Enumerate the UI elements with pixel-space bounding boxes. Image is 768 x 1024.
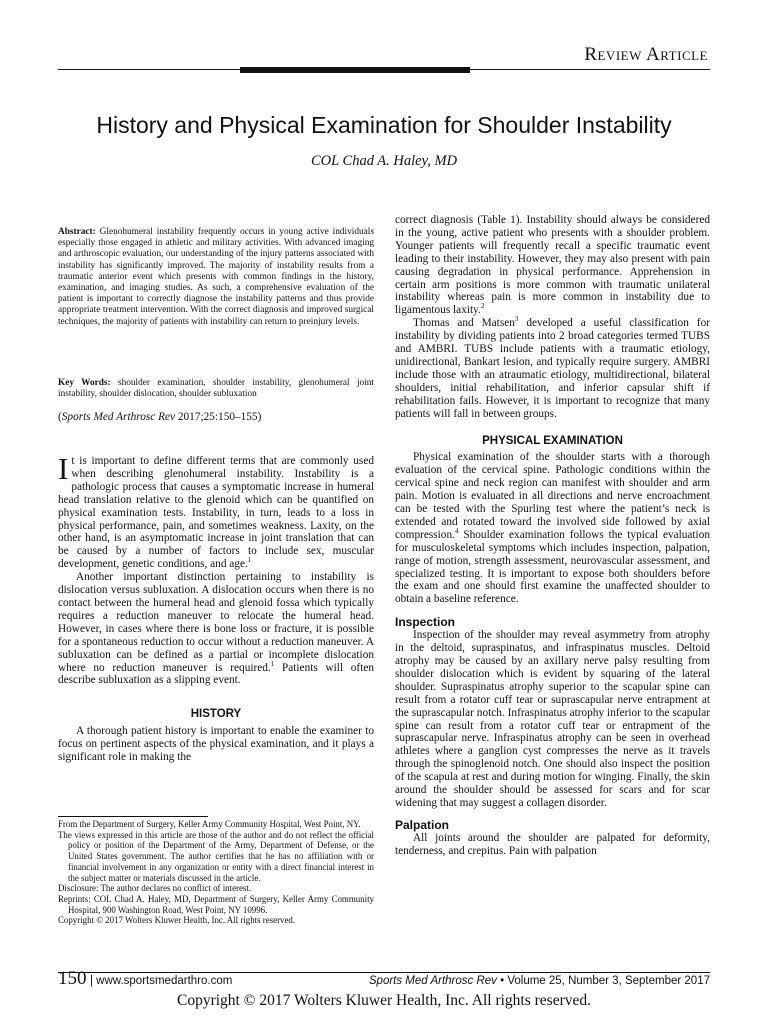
keywords-text: shoulder examination, shoulder instability, glenohumeral joint instability, shoulder dislocation, shoulder subluxation xyxy=(58,378,375,400)
footnote-affiliation: From the Department of Surgery, Keller Army Community Hospital, West Point, NY. xyxy=(58,819,361,829)
footer-issue: • Volume 25, Number 3, September 2017 xyxy=(496,975,710,987)
keywords xyxy=(58,378,374,400)
ref-3: 3 xyxy=(514,315,519,324)
classification-author: Thomas and Matsen xyxy=(413,317,515,330)
dislocation-paragraph: Another important distinction pertaining to instability is dislocation versus subluxation. A dislocation occurs when there is no contact between the humeral head and glenoid fossa which typically requires a reduction maneuver to relocate the humeral head. However, in cases where there is bone loss or fracture, it is possible for a spontaneous reduction to occur without a reduction maneuver. A subluxation can be defined as a partial or incomplete dislocation where no reduction maneuver is required. xyxy=(58,571,374,674)
footnote-reprints: Reprints: COL Chad A. Haley, MD, Department of Surgery, Keller Army Community Hospital, 900 Washington Road, West Point, NY 10996. xyxy=(58,893,374,915)
ref-1b: 1 xyxy=(270,659,275,668)
right-body xyxy=(395,214,710,858)
ref-4: 4 xyxy=(454,527,459,536)
citation-journal: Sports Med Arthrosc Rev xyxy=(61,411,176,423)
footnotes xyxy=(58,819,374,926)
dislocation-paragraph-tail: Patients will often describe subluxation as a slipping event. xyxy=(58,661,374,687)
classification-paragraph: developed a useful classification for instability by dividing patients into 2 broad categories termed TUBS and AMBRI. TUBS include patients with a traumatic etiology, unidirectional, Bankart lesion, and typically require surgery. AMBRI include those with an atraumatic etiology, multidirectional, bilateral shoulders, initial rehabilitation, and inferior capsular shift if rehabilitation fails. However, it is important to recognize that many patients will fall in between groups. xyxy=(395,317,710,420)
ref-1: 1 xyxy=(247,556,252,565)
physical-exam-paragraph: Physical examination of the shoulder starts with a thorough evaluation of the cervical spine. Pathologic conditions within the cervical spine and neck region can manifest with shoulder and arm pain. Motion is evaluated in all directions and nerve encroachment can be tested with the Spurling test where the patient’s neck is extended and rotated toward the involved side followed by axial compression. xyxy=(395,451,710,541)
article-title: History and Physical Examination for Shoulder Instability xyxy=(96,112,672,138)
header-rule-accent xyxy=(240,67,470,73)
footnote-rule xyxy=(58,816,208,817)
ref-2: 2 xyxy=(480,302,485,311)
drop-cap: I xyxy=(58,451,69,486)
inspection-paragraph: Inspection of the shoulder may reveal asymmetry from atrophy in the deltoid, supraspinatus, and infraspinatus muscles. Deltoid atrophy may be caused by an axillary nerve palsy resulting from shoulder dislocation which is evident by squaring of the lateral shoulder. Supraspinatus atrophy superior to the scapular spine can result from a rotator cuff tear or suprascapular nerve entrapment at the suprascapular notch. Infraspinatus atrophy inferior to the scapular spine can result from a rotator cuff tear or entrapment of the suprascapular nerve. Infraspinatus atrophy can be seen in overhead athletes where a ganglion cyst compresses the nerve as it travels through the spinoglenoid notch. One should also inspect the position of the scapula at rest and during motion for winging. Finally, the skin around the shoulder should be assessed for scars and for scar widening that may suggest a collagen disorder. xyxy=(395,629,710,809)
footer-journal-name: Sports Med Arthrosc Rev xyxy=(368,975,497,987)
history-heading: HISTORY xyxy=(190,708,242,721)
footnote-disclosure: Disclosure: The author declares no conflict of interest. xyxy=(58,883,252,894)
intro-paragraph: t is important to define different terms that are commonly used when describing glenohumeral instability. Instability is a pathologic process that causes a symptomatic increase in humeral head translation relative to the glenoid which can be quantified on physical examination tests. Instability, in turn, leads to a loss in physical performance, pain, and sometimes weakness. Laxity, on the other hand, is an asymptomatic increase in joint translation that can be caused by a number of factors to include sex, muscular development, genetic conditions, and age. xyxy=(58,455,374,571)
palpation-heading: Palpation xyxy=(395,817,450,832)
section-label: Review Article xyxy=(584,44,708,65)
left-body xyxy=(58,451,374,764)
keywords-label: Key Words: xyxy=(58,378,111,388)
footer-journal-info xyxy=(369,975,710,987)
footer-website-link[interactable]: | www.sportsmedarthro.com xyxy=(90,975,233,987)
diagnosis-paragraph: correct diagnosis (Table 1). Instability should always be considered in the young, active patient who presents with a shoulder problem. Younger patients will frequently recall a specific traumatic event leading to their instability. However, they may also present with pain causing degradation in physical performance. Apprehension in certain arm positions is more common with traumatic unilateral instability whereas pain is more common in instability due to ligamentous laxity. xyxy=(395,214,710,317)
physical-exam-paragraph-tail: Shoulder examination follows the typical evaluation for musculoskeletal symptoms which includes inspection, palpation, range of motion, strength assessment, neurovascular assessment, and specialized testing. It is important to expose both shoulders before the exam and one should first examine the unaffected shoulder to obtain a baseline reference. xyxy=(395,528,710,606)
physical-examination-heading: PHYSICAL EXAMINATION xyxy=(482,434,623,447)
article-author: COL Chad A. Haley, MD xyxy=(310,153,458,169)
palpation-paragraph: All joints around the shoulder are palpated for deformity, tenderness, and crepitus. Pain with palpation xyxy=(395,831,710,857)
inspection-heading: Inspection xyxy=(395,615,456,630)
citation: (Sports Med Arthrosc Rev 2017;25:150–155) xyxy=(58,411,262,423)
abstract-label: Abstract: xyxy=(58,227,96,237)
history-paragraph: A thorough patient history is important to enable the examiner to focus on pertinent aspects of the physical examination, and it plays a significant role in making the xyxy=(58,725,374,764)
copyright-notice: Copyright © 2017 Wolters Kluwer Health, Inc. All rights reserved. xyxy=(176,992,592,1009)
abstract xyxy=(58,227,374,328)
page-number: 150 xyxy=(58,968,87,989)
footnote-copyright: Copyright © 2017 Wolters Kluwer Health, Inc. All rights reserved. xyxy=(58,915,296,926)
abstract-text: Glenohumeral instability frequently occurs in young active individuals especially those engaged in athletic and military activities. With advanced imaging and arthroscopic evaluation, our understanding of the injury patterns associated with instability has significantly improved. The majority of instability results from a traumatic anterior event which presents with common findings in the history, examination, and imaging studies. As such, a comprehensive evaluation of the patient is important to correctly diagnose the instability patterns and thus provide appropriate treatment intervention. With the correct diagnosis and improved surgical techniques, the majority of patients with instability can return to preinjury levels. xyxy=(58,227,374,327)
citation-rest: 2017;25:150–155) xyxy=(177,411,262,423)
footer-rule xyxy=(58,972,710,973)
footnote-disclaimer: The views expressed in this article are those of the author and do not reflect the official policy or position of the Department of the Army, Department of Defense, or the United States government. The author certifies that he has no affiliation with or financial involvement in any organization or entity with a direct financial interest in the subject matter or materials discussed in the article. xyxy=(58,829,374,883)
